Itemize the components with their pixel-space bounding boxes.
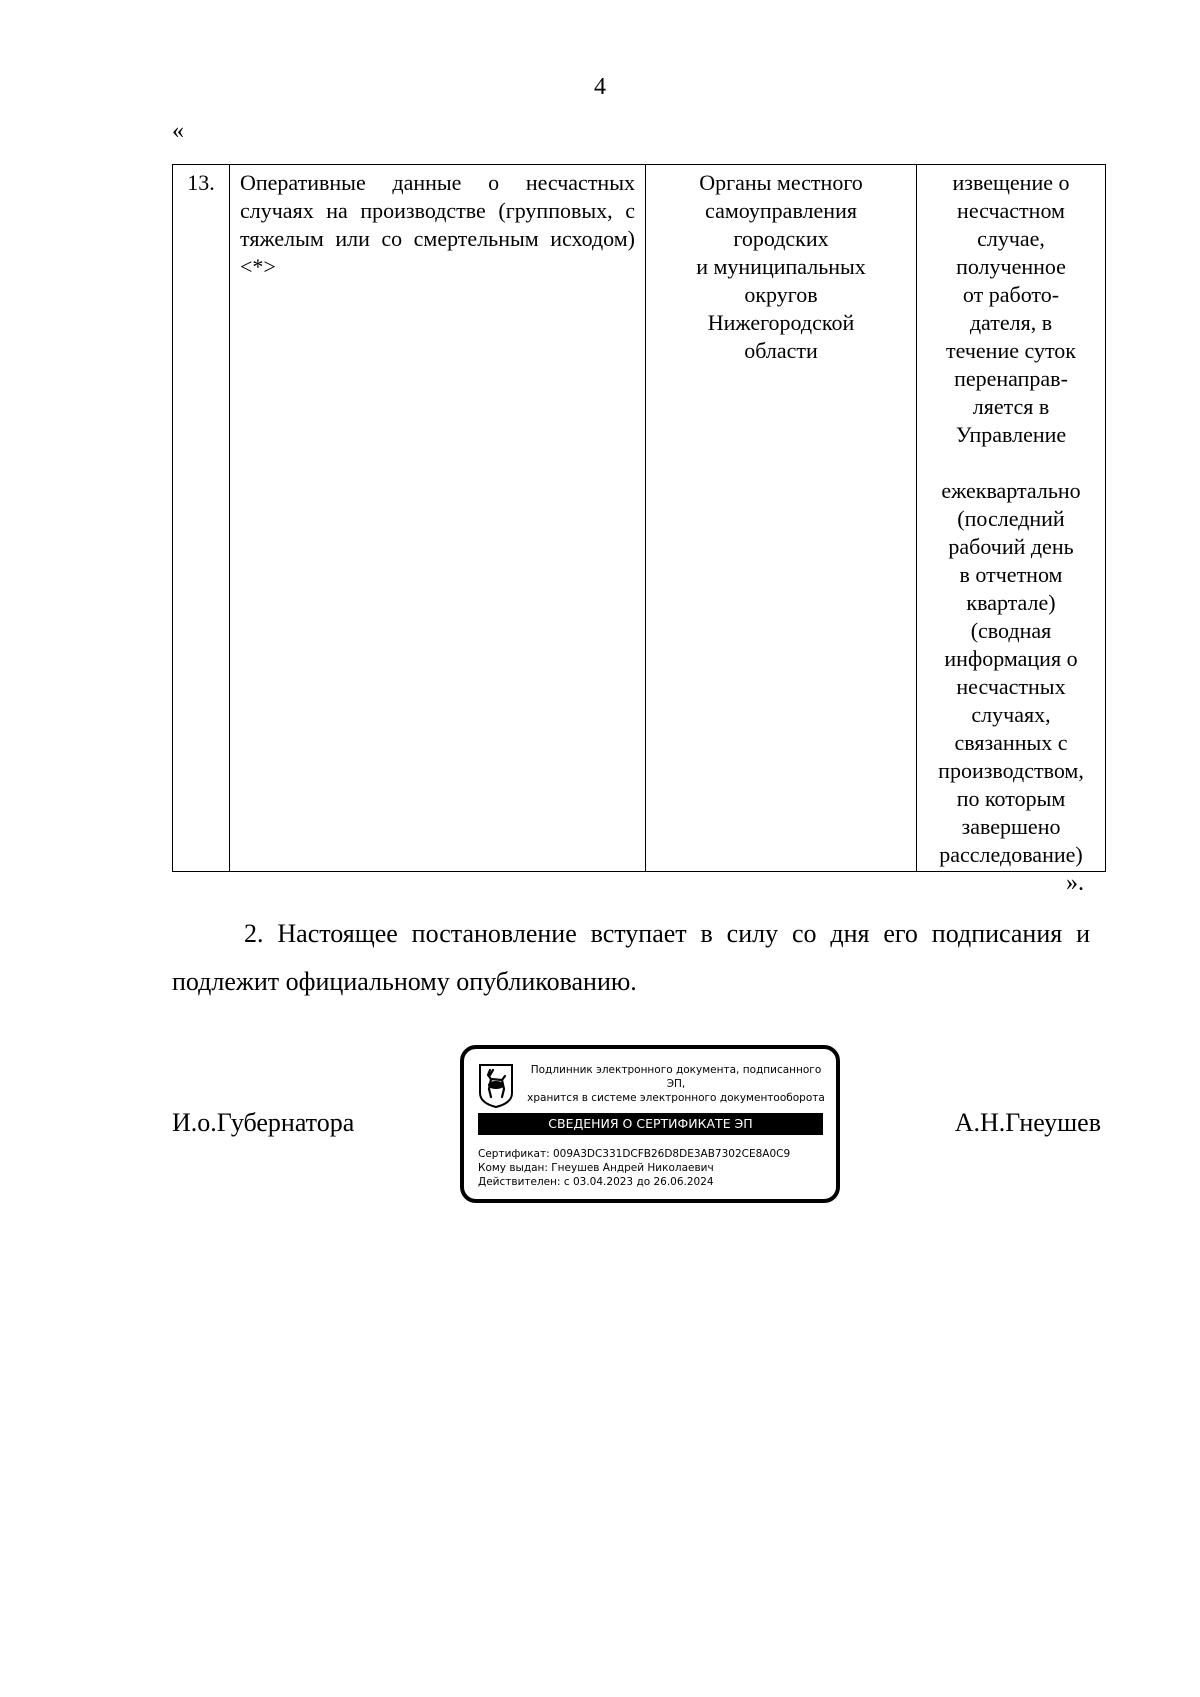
stamp-header-line: Подлинник электронного документа, подписанного ЭП, <box>530 1064 822 1090</box>
term-line: завершено <box>961 814 1061 839</box>
term-line: информация о <box>944 646 1078 671</box>
stamp-header <box>520 1063 832 1105</box>
term-line: дателя, в <box>969 310 1053 335</box>
term-line: ляется в <box>972 394 1050 419</box>
certificate-serial: Сертификат: 009A3DC331DCFB26D8DE3AB7302CE8A0C9 <box>478 1148 791 1160</box>
organ-line: Органы местного <box>699 170 863 195</box>
organ-line: и муниципальных <box>696 254 866 279</box>
term-line: по которым <box>956 786 1066 811</box>
stamp-details <box>478 1147 790 1189</box>
term-line: случае, <box>977 226 1045 251</box>
term-line: рабочий день <box>948 534 1074 559</box>
term-line: связанных с <box>954 730 1068 755</box>
table-row <box>173 165 1106 872</box>
certificate-validity: Действителен: с 03.04.2023 до 26.06.2024 <box>478 1176 714 1188</box>
term-line: течение суток <box>946 338 1076 363</box>
organ-line: городских <box>733 226 829 251</box>
term-line: извещение о <box>952 170 1070 195</box>
row-term <box>917 165 1106 872</box>
term-line: в отчетном <box>959 562 1063 587</box>
reporting-table <box>172 164 1106 872</box>
term-line: случаях, <box>971 702 1051 727</box>
stamp-header-line: хранится в системе электронного документооборота <box>527 1092 825 1104</box>
term-line: перенаправ- <box>954 366 1068 391</box>
term-line: несчастных <box>956 674 1066 699</box>
organ-line: самоуправления <box>705 198 857 223</box>
page-number: 4 <box>594 74 606 100</box>
organ-line: области <box>744 338 818 363</box>
organ-line: округов <box>744 282 818 307</box>
term-line: Управление <box>955 422 1067 447</box>
deer-coat-of-arms-icon <box>478 1063 514 1109</box>
row-organ <box>646 165 917 872</box>
e-signature-stamp <box>460 1045 840 1203</box>
stamp-certificate-bar: СВЕДЕНИЯ О СЕРТИФИКАТЕ ЭП <box>478 1113 823 1135</box>
closing-quote: ». <box>1066 870 1084 896</box>
paragraph-2: 2. Настоящее постановление вступает в силу со дня его подписания и подлежит официальному опубликованию. <box>172 919 1090 996</box>
certificate-owner: Кому выдан: Гнеушев Андрей Николаевич <box>478 1162 714 1174</box>
signatory-name: А.Н.Гнеушев <box>954 1108 1101 1137</box>
opening-quote: « <box>172 118 184 144</box>
term-line: производством, <box>938 758 1084 783</box>
row-number: 13. <box>173 165 230 872</box>
term-line: от работо- <box>962 282 1060 307</box>
signatory-position: И.о.Губернатора <box>172 1108 355 1137</box>
term-line: (сводная <box>970 618 1052 643</box>
term-gap <box>927 449 1095 477</box>
term-line: ежеквартально <box>941 478 1081 503</box>
organ-line: Нижегородской <box>707 310 855 335</box>
term-line: расследование) <box>939 842 1083 867</box>
term-line: квартале) <box>966 590 1056 615</box>
term-line: (последний <box>957 506 1065 531</box>
term-line: полученное <box>956 254 1066 279</box>
row-name: Оперативные данные о несчастных случаях на производстве (групповых, с тяжелым или со смертельным исходом) <*> <box>230 165 646 872</box>
term-line: несчастном <box>957 198 1065 223</box>
